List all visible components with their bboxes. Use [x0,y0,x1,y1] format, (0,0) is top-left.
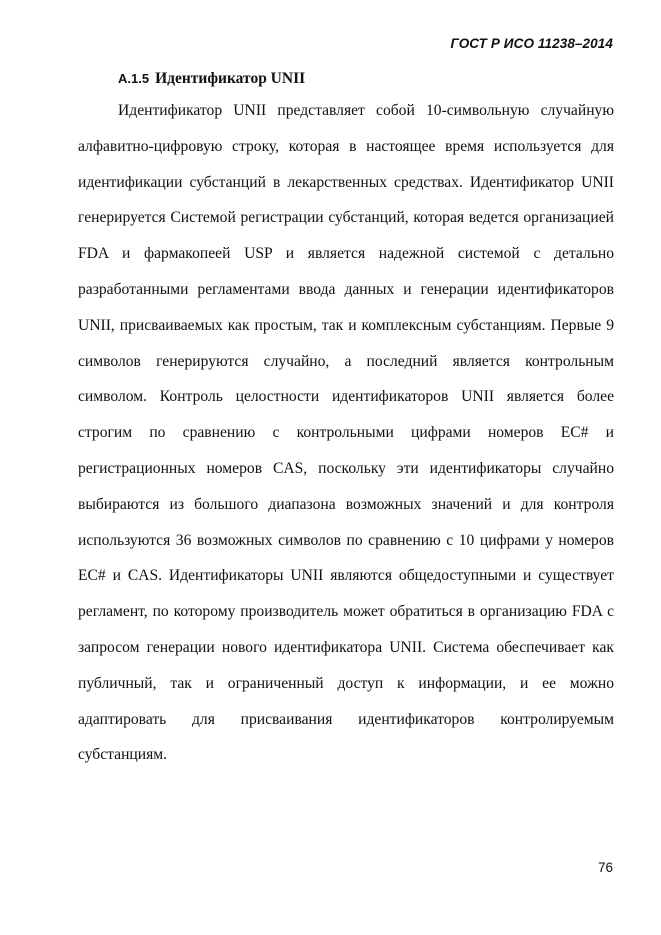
section-title: Идентификатор UNII [155,70,306,87]
body-paragraph: Идентификатор UNII представляет собой 10-символьную случайную алфавитно-цифровую строку, которая в настоящее время используется для идентификации субстанций в лекарственных средствах. Идентификатор UNII генерируется Системой регистрации субстанций, которая ведется организацией FDA и фармакопеей USP и является надежной системой с детально разработанными регламентами ввода данных и генерации идентификаторов UNII, присваиваемых как простым, так и комплексным субстанциям. Первые 9 символов генерируются случайно, а последний является контрольным символом. Контроль целостности идентификаторов UNII является более строгим по сравнению с контрольными цифрами номеров EC# и регистрационных номеров CAS, поскольку эти идентификаторы случайно выбираются из большого диапазона возможных значений и для контроля используются 36 возможных символов по сравнению с 10 цифрами у номеров EC# и CAS. Идентификаторы UNII являются общедоступными и существует регламент, по которому производитель может обратиться в организацию FDA с запросом генерации нового идентификатора UNII. Система обеспечивает как публичный, так и ограниченный доступ к информации, и ее можно адаптировать для присваивания идентификаторов контролируемым субстанциям. [78,102,614,764]
section-number: А.1.5 [118,71,150,86]
section-heading [118,70,305,88]
running-header: ГОСТ Р ИСО 11238–2014 [450,36,613,51]
page-number: 76 [597,860,613,875]
